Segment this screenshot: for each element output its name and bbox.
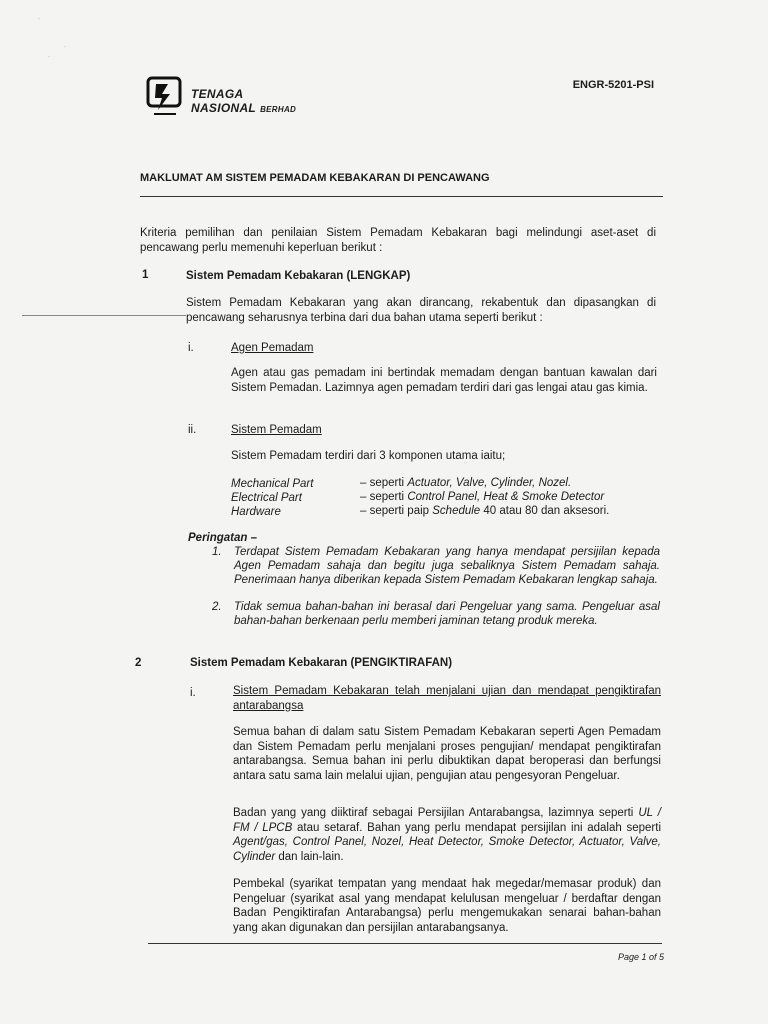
section-1-heading: Sistem Pemadam Kebakaran (LENGKAP) (186, 270, 411, 282)
item-1-ii-text: Sistem Pemadam terdiri dari 3 komponen utama iaitu; (231, 450, 506, 462)
page-number: Page 1 of 5 (617, 952, 664, 962)
component-label: Hardware (231, 506, 281, 518)
component-detail: – seperti paip Schedule 40 atau 80 dan aksesori. (360, 505, 610, 517)
scan-speck: · (48, 54, 50, 60)
logo-text-tenaga: TENAGA (191, 87, 244, 101)
section-2-number: 2 (135, 657, 142, 669)
item-1-i-heading: Agen Pemadam (231, 342, 314, 354)
section-2-paragraph-1: Semua bahan di dalam satu Sistem Pemadam Kebakaran seperti Agen Pemadam dan Sistem Pemadam perlu menjalani proses pengujian/ mendapat pengiktirafan antarabangsa. Semua bahan ini perlu dibuktikan dapat beroperasi dan berfungsi antara satu sama lain melalui ujian, pengujian atau pengesyoran Pengeluar. (233, 726, 661, 782)
logo-text-nasional: NASIONAL BERHAD (191, 101, 297, 115)
item-1-ii-heading: Sistem Pemadam (231, 424, 322, 436)
section-1-number: 1 (142, 269, 149, 281)
company-logo (146, 76, 326, 122)
scan-line (22, 315, 186, 316)
section-2-paragraph-3: Pembekal (syarikat tempatan yang mendaat hak megedar/memasar produk) dan Pengeluar (syarikat asal yang mendapat kelulusan mengeluar / berdaftar dengan Badan Pengiktirafan Antarabangsa) perlu mengemukakan senarai bahan-bahan yang akan digunakan dan persijilan antarabangsanya. (233, 878, 661, 934)
scan-speck: · (38, 16, 40, 22)
section-1-paragraph: Sistem Pemadam Kebakaran yang akan dirancang, rekabentuk dan dipasangkan di pencawang seharusnya terbina dari dua bahan utama seperti berikut : (186, 297, 656, 324)
warning-item-number: 1. (212, 546, 222, 558)
intro-paragraph: Kriteria pemilihan dan penilaian Sistem Pemadam Kebakaran bagi melindungi aset-aset di pencawang perlu memenuhi keperluan berikut : (140, 227, 656, 254)
tnb-logo-icon (146, 76, 186, 118)
item-1-ii-number: ii. (188, 424, 197, 436)
footer-divider (148, 943, 662, 944)
component-detail: – seperti Control Panel, Heat & Smoke Detector (360, 491, 605, 503)
item-2-i-heading: Sistem Pemadam Kebakaran telah menjalani ujian dan mendapat pengiktirafan antarabangsa (233, 685, 661, 712)
item-1-i-text: Agen atau gas pemadam ini bertindak memadam dengan bantuan kawalan dari Sistem Pemadan. Lazimnya agen pemadam terdiri dari gas lengai atau gas kimia. (231, 367, 657, 394)
component-label: Mechanical Part (231, 478, 314, 490)
page-title: MAKLUMAT AM SISTEM PEMADAM KEBAKARAN DI PENCAWANG (140, 172, 490, 184)
logo-text-berhad: BERHAD (260, 105, 297, 114)
component-label: Electrical Part (231, 492, 302, 504)
warning-item-number: 2. (212, 601, 222, 613)
warning-item-text: Terdapat Sistem Pemadam Kebakaran yang hanya mendapat persijilan kepada Agen Pemadam sahaja dan begitu juga sebaliknya Sistem Pemadam sahaja. Penerimaan hanya diberikan kepada Sistem Pemadam Kebakaran lengkap sahaja. (234, 546, 660, 586)
warning-heading: Peringatan – (188, 532, 258, 544)
section-2-paragraph-2: Badan yang yang diiktiraf sebagai Persijilan Antarabangsa, lazimnya seperti UL / FM / LPCB atau setaraf. Bahan yang perlu mendapat persijilan ini adalah seperti Agent/gas, Control Panel, Nozel, Heat Detector, Smoke Detector, Actuator, Valve, Cylinder dan lain-lain. (233, 807, 661, 863)
item-1-i-number: i. (188, 342, 194, 354)
section-2-heading: Sistem Pemadam Kebakaran (PENGIKTIRAFAN) (190, 657, 453, 669)
document-reference: ENGR-5201-PSI (572, 79, 654, 91)
warning-item-text: Tidak semua bahan-bahan ini berasal dari Pengeluar yang sama. Pengeluar asal bahan-bahan berkenaan perlu memberi jaminan tetang produk mereka. (234, 601, 660, 627)
item-2-i-number: i. (190, 687, 196, 699)
title-divider (140, 196, 663, 197)
component-detail: – seperti Actuator, Valve, Cylinder, Nozel. (360, 477, 572, 489)
scan-speck: · (64, 44, 66, 50)
